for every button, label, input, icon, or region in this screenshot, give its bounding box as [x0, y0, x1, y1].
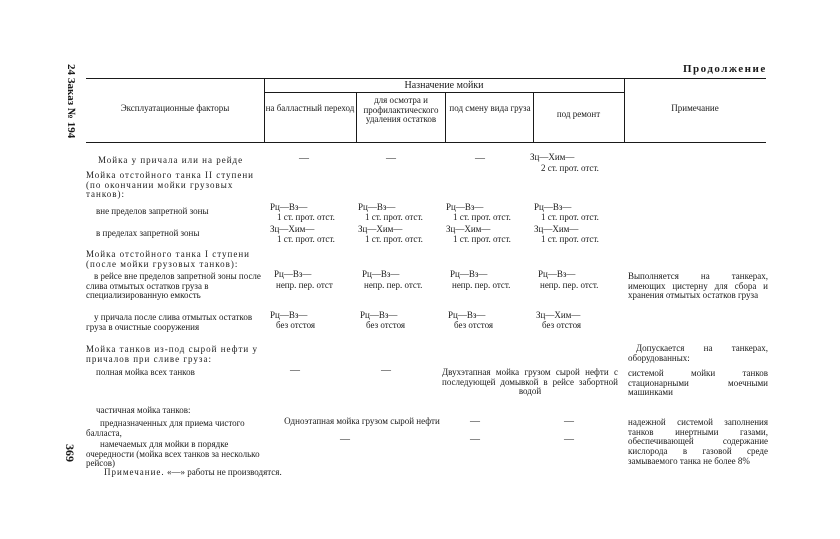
row-factor: полная мойка всех танков [96, 367, 195, 377]
cell-repair: Зц—Хим— [536, 310, 581, 320]
cell-ballast-sub: 1 ст. прот. отст. [277, 234, 335, 244]
side-page-info: 24 Заказ № 194 [65, 64, 77, 139]
cell-cargo-sub: 1 ст. прот. отст. [453, 212, 511, 222]
cell-inspection: Рц—Вз— [360, 310, 398, 320]
cell-inspection-sub: 1 ст. прот. отст. [365, 212, 423, 222]
cell-inspection: Зц—Хим— [358, 224, 403, 234]
cell-inspection-sub: без отстоя [366, 320, 406, 330]
cell-cargo: Рц—Вз— [448, 310, 486, 320]
dash-inspection: — [340, 434, 350, 445]
cell-repair: Зц—Хим— [534, 224, 579, 234]
note-cell: надежной системой заполнения танков инертными газами, обеспечивающей содержание кислорода в газовой среде замываемого танка не более 8% [628, 417, 768, 466]
cell-repair-sub: непр. пер. отст. [540, 280, 599, 290]
row-factor: в рейсе вне пределов запретной зоны после слива отмытых остатков груза в специализированную емкость [86, 271, 261, 301]
cell-repair: Зц—Хим— [530, 152, 575, 162]
cell-repair-sub: 1 ст. прот. отст. [541, 234, 599, 244]
cell-ballast: Рц—Вз— [270, 310, 308, 320]
continuation-heading: Продолжение [683, 63, 767, 75]
header-note: Примечание [671, 103, 719, 113]
cell-ballast: Рц—Вз— [274, 269, 312, 279]
merged-cell: Двухэтапная мойка грузом сырой нефти с последующей домывкой в рейсе забортной водой [442, 367, 618, 397]
purpose-underline [264, 92, 624, 93]
cell-ballast: Зц—Хим— [270, 224, 315, 234]
header-purpose: Назначение мойки [404, 80, 484, 91]
dash-ballast: — [290, 365, 300, 376]
table-top-rule [86, 78, 766, 79]
cell-ballast-sub: 1 ст. прот. отст. [277, 212, 335, 222]
cell-inspection: Рц—Вз— [358, 202, 396, 212]
row-factor: Мойка у причала или на рейде [98, 155, 244, 165]
header-ballast: на балластный переход [265, 103, 355, 113]
cell-ballast: Рц—Вз— [270, 202, 308, 212]
cell-inspection: Рц—Вз— [362, 269, 400, 279]
col-divider-2 [356, 92, 357, 142]
cell-cargo: Зц—Хим— [446, 224, 491, 234]
cell-cargo: Рц—Вз— [450, 269, 488, 279]
header-cargo-change: под смену вида груза [449, 103, 531, 113]
row-factor: предназначенных для приема чистого балласта, [86, 418, 245, 438]
cell-repair: Рц—Вз— [538, 269, 576, 279]
row-factor: намечаемых для мойки в порядке очередности (мойка всех танков за несколько рейсов) [86, 439, 260, 469]
cell-ballast-sub: непр. пер. отст [276, 280, 333, 290]
row-factor: Мойка отстойного танка II ступени (по окончании мойки грузовых танков): [86, 170, 254, 200]
row-factor: в пределах запретной зоны [96, 228, 200, 238]
cell-repair: Рц—Вз— [534, 202, 572, 212]
cell-cargo: Рц—Вз— [446, 202, 484, 212]
note-cell: Допускается на танкерах, оборудованных: [628, 343, 768, 363]
header-inspection: для осмотра и профилактического удаления остатков [363, 95, 439, 125]
dash-ballast: — [299, 153, 309, 164]
cell-inspection-sub: непр. пер. отст. [364, 280, 423, 290]
dash-cargo: — [470, 416, 480, 427]
cell-cargo-sub: 1 ст. прот. отст. [453, 234, 511, 244]
row-factor: вне пределов запретной зоны [96, 206, 209, 216]
header-repair: под ремонт [556, 109, 601, 119]
cell-repair-sub: без отстоя [542, 320, 582, 330]
dash-inspection: — [381, 365, 391, 376]
dash-cargo: — [475, 153, 485, 164]
dash-inspection: — [386, 153, 396, 164]
side-page-number: 369 [63, 444, 77, 462]
row-factor: у причала после слива отмытых остатков груза в очистные сооружения [86, 312, 253, 332]
cell-ballast-sub: без отстоя [276, 320, 316, 330]
dash-repair: — [564, 416, 574, 427]
note-cell: Выполняется на танкерах, имеющих цистерну для сбора и хранения отмытых остатков груза [628, 271, 768, 301]
note-cell: системой мойки танков стационарными моечными машинками [628, 368, 768, 398]
row-factor: Мойка танков из-под сырой нефти у причалов при сливе груза: [86, 344, 258, 364]
dash-cargo: — [470, 434, 480, 445]
footnote [104, 468, 282, 477]
row-factor: частичная мойка танков: [96, 405, 191, 415]
col-divider-3 [445, 92, 446, 142]
header-bottom-rule [86, 142, 766, 143]
footnote-label: Примечание. [104, 467, 165, 477]
cell-cargo-sub: без отстоя [454, 320, 494, 330]
cell-cargo-sub: непр. пер. отст. [452, 280, 511, 290]
cell-repair-sub: 1 ст. прот. отст. [541, 212, 599, 222]
footnote-text: «—» работы не производятся. [166, 467, 282, 477]
row-factor: Мойка отстойного танка I ступени (после мойки грузовых танков): [86, 249, 250, 269]
cell-repair-sub: 2 ст. прот. отст. [541, 163, 599, 173]
dash-repair: — [564, 434, 574, 445]
cell-inspection-sub: 1 ст. прот. отст. [365, 234, 423, 244]
merged-cell: Одноэтапная мойка грузом сырой нефти [284, 416, 440, 426]
header-factors: Эксплуатационные факторы [120, 103, 230, 113]
